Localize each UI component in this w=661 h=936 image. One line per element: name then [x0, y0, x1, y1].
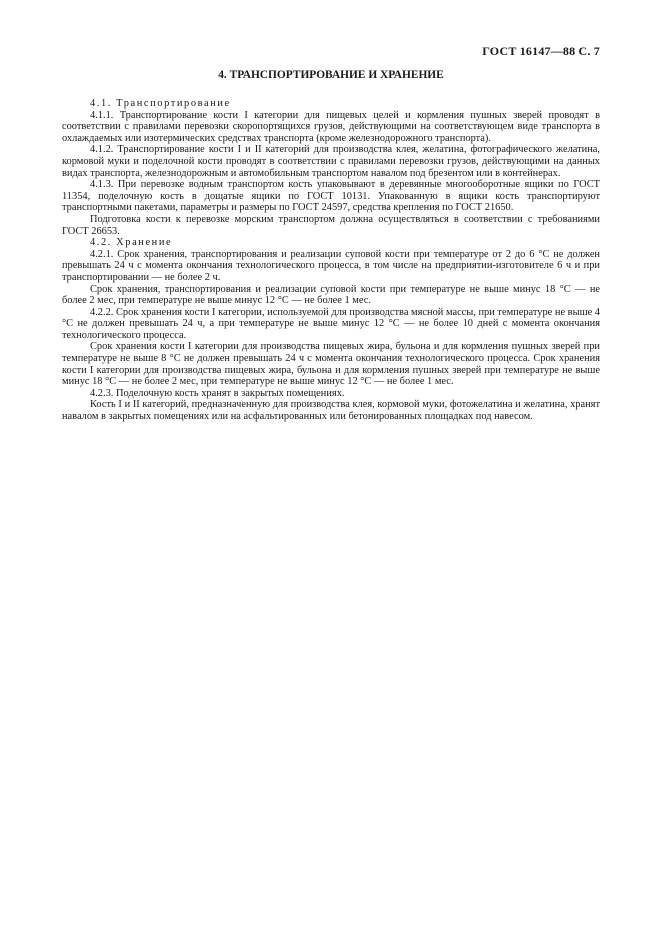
- paragraph-sea-transport: Подготовка кости к перевозке морским транспортом должна осуществляться в соответствии с требованиями ГОСТ 26653.: [62, 213, 600, 237]
- paragraph-bone-categories-storage: Кость I и II категорий, предназначенную для производства клея, кормовой муки, фотожелатина и желатина, хранят навалом в закрытых помещениях или на асфальтированных или бетонированных площадках под навесом.: [62, 399, 600, 423]
- subsection-heading-storage: 4.2. Хранение: [90, 237, 173, 249]
- paragraph-4-2-3: 4.2.3. Поделочную кость хранят в закрытых помещениях.: [90, 387, 345, 399]
- subsection-heading-transport: 4.1. Транспортирование: [90, 98, 231, 109]
- section-body: [62, 98, 600, 423]
- paragraph-4-1-1: 4.1.1. Транспортирование кости I категории для пищевых целей и кормления пушных зверей проводят в соответствии с правилами перевозки скоропортящихся грузов, действующими на соответствующем виде транспорта в охлаждаемых или изотермических средствах транспорта (кроме железнодорожного транспорта).: [62, 109, 600, 144]
- page-header: ГОСТ 16147—88 С. 7: [482, 44, 600, 58]
- paragraph-4-1-2: 4.1.2. Транспортирование кости I и II категорий для производства клея, желатина, фотографического желатина, кормовой муки и поделочной кости проводят в соответствии с правилами перевозки грузов, действующими на данных видах транспорта, железнодорожным и автомобильным транспортом навалом под брезентом или в контейнерах.: [62, 144, 600, 179]
- paragraph-soup-bone-frozen: Срок хранения, транспортирования и реализации суповой кости при температуре не выше минус 18 °С — не более 2 мес, при температуре не выше минус 12 °С — не более 1 мес.: [62, 283, 600, 307]
- paragraph-fat-broth-storage: Срок хранения кости I категории для производства пищевых жира, бульона и для кормления пушных зверей при температуре не выше 8 °С не должен превышать 24 ч с момента окончания технологического процесса. Срок хранения кости I категории для производства пищевых жира, бульона и для кормления пушных зверей при температуре не выше минус 18 °С — не более 2 мес, при температуре не выше минус 12 °С — не более 1 мес.: [62, 341, 600, 388]
- paragraph-4-1-3: 4.1.3. При перевозке водным транспортом кость упаковывают в деревянные многооборотные ящики по ГОСТ 11354, поделочную кость в дощатые ящики по ГОСТ 10131. Упакованную в ящики кость транспортируют транспортными пакетами, параметры и размеры по ГОСТ 24597, средства крепления по ГОСТ 21650.: [62, 179, 600, 214]
- document-page: [62, 0, 600, 936]
- paragraph-4-2-1: 4.2.1. Срок хранения, транспортирования и реализации суповой кости при температуре от 2 до 6 °С не должен превышать 24 ч с момента окончания технологического процесса, в том числе на предприятии-изготовителе 6 ч и при транспортировании — не более 2 ч.: [62, 248, 600, 283]
- section-title: 4. ТРАНСПОРТИРОВАНИЕ И ХРАНЕНИЕ: [218, 69, 444, 81]
- paragraph-4-2-2: 4.2.2. Срок хранения кости I категории, используемой для производства мясной массы, при температуре не выше 4 °С не должен превышать 24 ч, а при температуре не выше минус 12 °С — не более 10 дней с момента окончания технологического процесса.: [62, 306, 600, 341]
